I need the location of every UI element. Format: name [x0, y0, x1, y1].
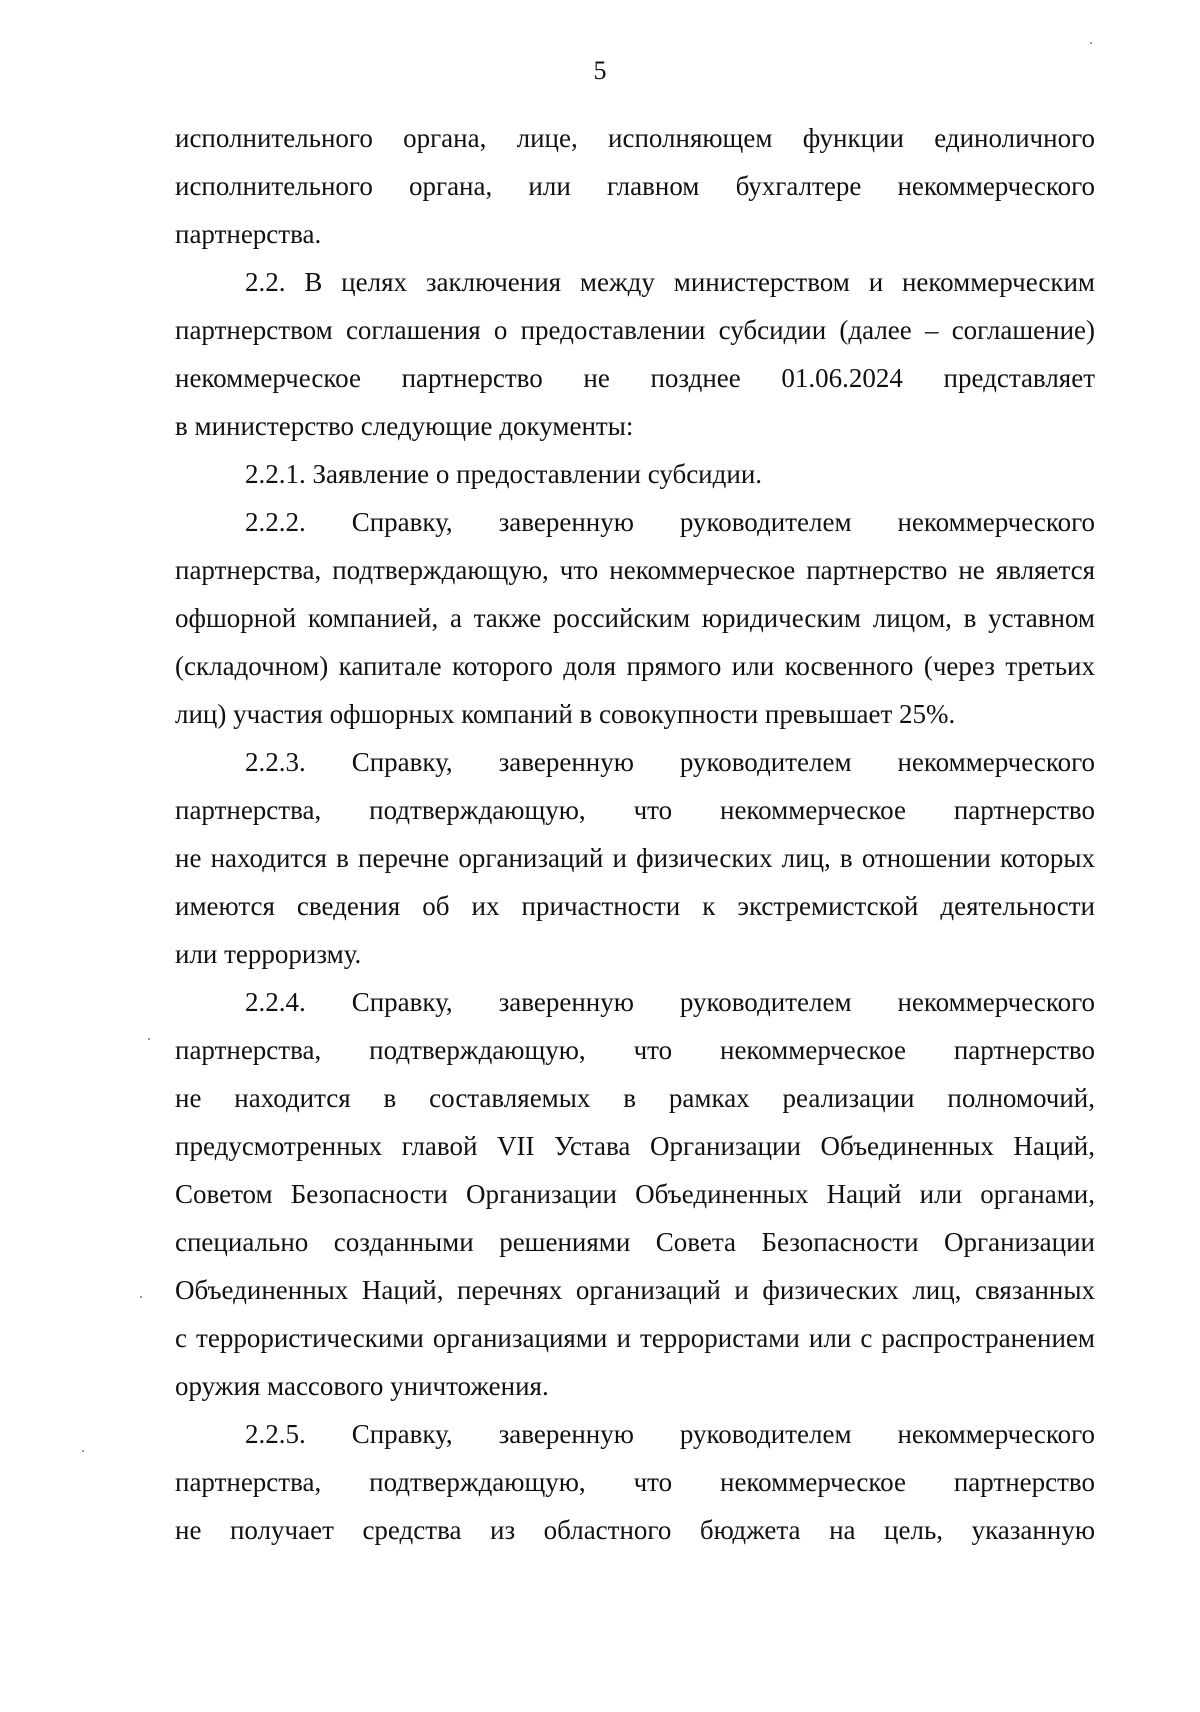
text-line: исполнительного органа, или главном бухгалтере некоммерческого [175, 171, 1095, 201]
text-line: партнерства, подтверждающую, что некоммерческое партнерство не является [175, 555, 1095, 585]
scan-speck [82, 1450, 84, 1452]
text-line: офшорной компанией, а также российским юридическим лицом, в уставном [175, 603, 1095, 633]
text-line: (складочном) капитале которого доля прямого или косвенного (через третьих [175, 651, 1095, 681]
text-line: 2.2.5. Справку, заверенную руководителем некоммерческого [245, 1419, 1095, 1449]
text-line: оружия массового уничтожения. [175, 1371, 549, 1401]
document-body [175, 114, 1095, 1554]
text-line: 2.2.1. Заявление о предоставлении субсидии. [245, 459, 763, 489]
text-line: 2.2.4. Справку, заверенную руководителем некоммерческого [245, 987, 1095, 1017]
text-line: лиц) участия офшорных компаний в совокупности превышает 25%. [175, 699, 956, 729]
text-line: не находится в перечне организаций и физических лиц, в отношении которых [175, 843, 1095, 873]
scan-speck [140, 1296, 142, 1298]
scan-speck [1090, 42, 1092, 44]
text-line: не находится в составляемых в рамках реализации полномочий, [175, 1083, 1095, 1113]
text-line: 2.2.3. Справку, заверенную руководителем некоммерческого [245, 747, 1095, 777]
page-number: 5 [593, 56, 607, 85]
text-line: с террористическими организациями и террористами или с распространением [175, 1323, 1095, 1353]
text-line: специально созданными решениями Совета Безопасности Организации [175, 1227, 1095, 1257]
text-line: исполнительного органа, лице, исполняющем функции единоличного [175, 123, 1095, 153]
text-line: некоммерческое партнерство не позднее 01.06.2024 представляет [175, 363, 1095, 393]
text-line: партнерством соглашения о предоставлении субсидии (далее – соглашение) [175, 315, 1095, 345]
text-line: 2.2.2. Справку, заверенную руководителем некоммерческого [245, 507, 1095, 537]
text-line: партнерства. [175, 219, 322, 249]
text-line: имеются сведения об их причастности к экстремистской деятельности [175, 891, 1095, 921]
text-line: Советом Безопасности Организации Объединенных Наций или органами, [175, 1179, 1095, 1209]
text-line: Объединенных Наций, перечнях организаций и физических лиц, связанных [175, 1275, 1095, 1305]
text-line: в министерство следующие документы: [175, 411, 634, 441]
text-line: 2.2. В целях заключения между министерством и некоммерческим [245, 267, 1095, 297]
text-line: партнерства, подтверждающую, что некоммерческое партнерство [175, 1467, 1095, 1497]
text-line: партнерства, подтверждающую, что некоммерческое партнерство [175, 1035, 1095, 1065]
text-line: предусмотренных главой VII Устава Организации Объединенных Наций, [175, 1131, 1095, 1161]
text-line: не получает средства из областного бюджета на цель, указанную [175, 1515, 1095, 1545]
scan-speck [148, 1038, 150, 1040]
text-line: или терроризму. [175, 939, 362, 969]
text-line: партнерства, подтверждающую, что некоммерческое партнерство [175, 795, 1095, 825]
